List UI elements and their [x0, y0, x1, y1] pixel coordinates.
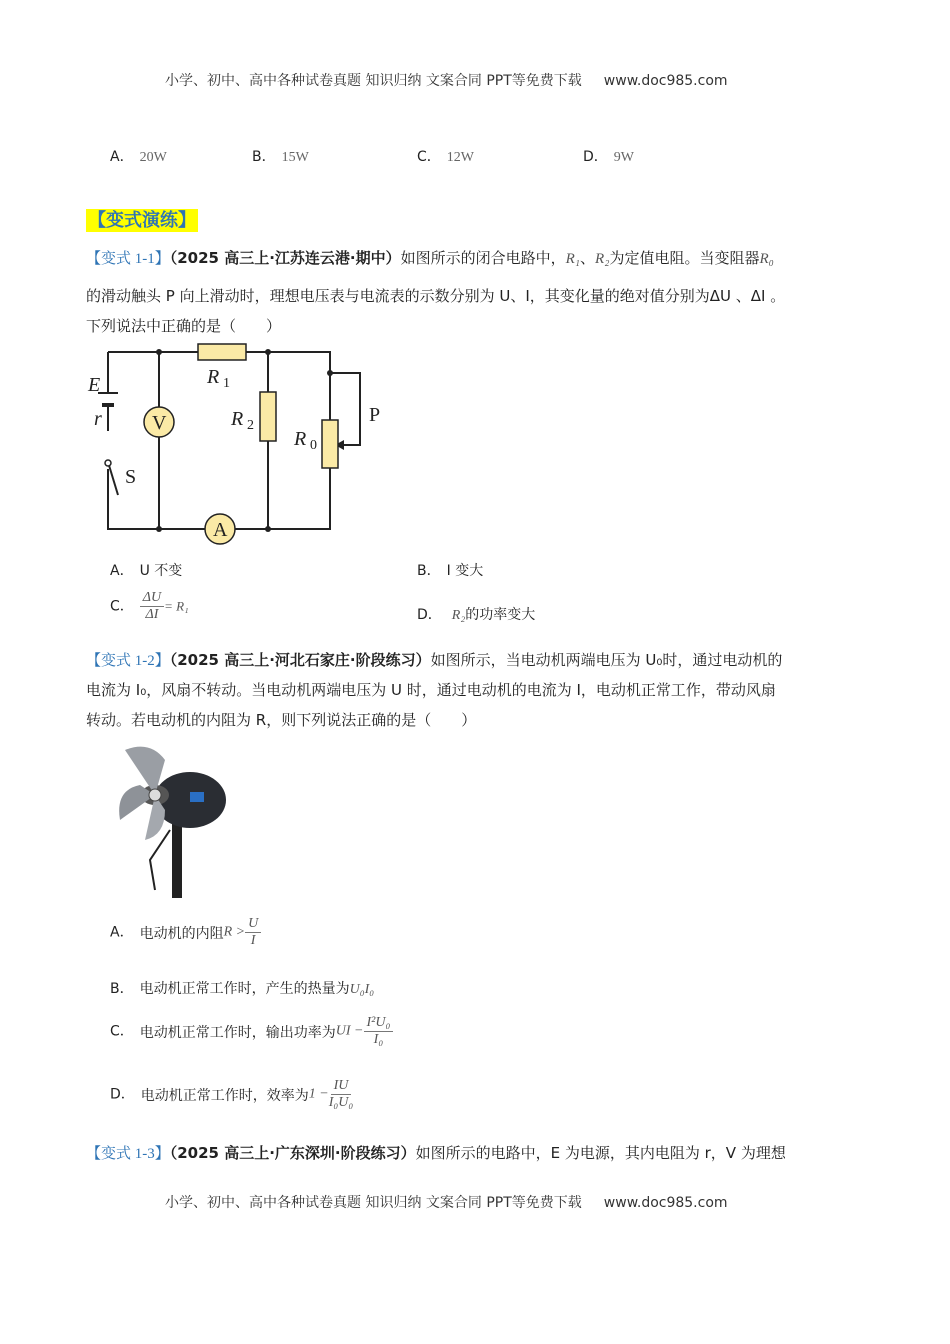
page-header	[165, 70, 728, 90]
q3-line1	[86, 1142, 786, 1163]
option-value: 9W	[613, 150, 634, 165]
option-text: 电动机正常工作时，效率为	[140, 1087, 309, 1104]
question-text: 如图所示，当电动机两端电压为 U₀时，通过电动机的	[430, 651, 783, 669]
question-text: 如图所示的闭合电路中，	[400, 249, 566, 267]
fraction-denominator: ΔI	[145, 607, 159, 622]
label-r1-sub: 1	[223, 376, 230, 391]
page-footer	[165, 1192, 728, 1212]
separator: 、	[580, 249, 596, 267]
section-title: 【变式演练】	[88, 210, 196, 231]
math-r2: R₂	[595, 251, 610, 267]
footer-url[interactable]: www.doc985.com	[603, 1195, 728, 1211]
option-label: B．	[252, 149, 276, 165]
question-source: （2025 高三上·河北石家庄·阶段练习）	[169, 651, 431, 669]
q1-option-c[interactable]	[110, 590, 189, 623]
q2-line1	[86, 649, 782, 670]
option-label: A．	[110, 149, 134, 165]
fraction-denominator: I₀	[373, 1032, 384, 1047]
option-label: D．	[110, 1086, 135, 1103]
math-expr: UI −	[335, 1023, 364, 1039]
q1-line1	[86, 247, 774, 268]
label-e: E	[88, 374, 101, 396]
math-expr: R >	[223, 924, 246, 940]
fraction-numerator: I²U₀	[364, 1015, 394, 1032]
fraction-numerator: ΔU	[140, 590, 164, 607]
fraction-numerator: U	[245, 916, 261, 933]
option-text: 电动机正常工作时，产生的热量为	[139, 981, 350, 997]
option-label: C．	[417, 149, 441, 165]
math-expr: U₀I₀	[349, 982, 375, 997]
option-label: B．	[417, 563, 441, 579]
header-url[interactable]: www.doc985.com	[603, 73, 728, 89]
q2-option-d[interactable]	[110, 1078, 353, 1111]
label-a: A	[213, 519, 228, 541]
header-text: 小学、初中、高中各种试卷真题 知识归纳 文案合同 PPT等免费下载	[165, 73, 582, 89]
math-r1: R₁	[565, 251, 581, 267]
question-tag: 【变式 1-3】	[86, 1146, 170, 1162]
question-tag: 【变式 1-1】	[86, 251, 170, 267]
option-text: 电动机正常工作时，输出功率为	[139, 1024, 336, 1041]
label-p: P	[369, 404, 381, 426]
q2-option-a[interactable]	[110, 916, 261, 949]
question-text: 的滑动触头 P 向上滑动时，理想电压表与电流表的示数分别为 U、I，其变化量的绝对值分别为ΔU 、ΔI 。	[86, 287, 786, 305]
question-tag: 【变式 1-2】	[86, 653, 170, 669]
question-text: 电流为 I₀，风扇不转动。当电动机两端电压为 U 时，通过电动机的电流为 I，电动机正常工作，带动风扇	[86, 681, 776, 699]
option-text: 电动机的内阻	[139, 925, 224, 942]
fan-motor-image	[110, 740, 235, 900]
q1-option-a[interactable]	[110, 560, 182, 580]
option-label: C．	[110, 598, 134, 615]
switch-blade	[108, 462, 118, 495]
question-text: 下列说法中正确的是（ ）	[86, 317, 282, 335]
fraction-numerator: IU	[331, 1078, 352, 1095]
question-text: 为定值电阻。当变阻器	[609, 249, 760, 267]
resistor-r1	[198, 344, 246, 360]
label-s: S	[125, 466, 137, 488]
option-value: 15W	[281, 150, 309, 165]
option-label: A．	[110, 563, 134, 579]
option-label: C．	[110, 1023, 134, 1040]
question-text: 转动。若电动机的内阻为 R，则下列说法正确的是（ ）	[86, 711, 477, 729]
option-label: A．	[110, 924, 134, 941]
math-r0: R₀	[759, 251, 774, 267]
circuit-diagram	[80, 335, 400, 550]
label-r1: R	[207, 366, 220, 388]
rheostat-r0	[322, 420, 338, 468]
question-text: 如图所示的电路中，E 为电源，其内电阻为 r，V 为理想	[415, 1144, 786, 1162]
math-r2: R₂	[451, 608, 466, 623]
question-source: （2025 高三上·广东深圳·阶段练习）	[169, 1144, 416, 1162]
fraction-denominator: I	[250, 933, 256, 948]
option-value: 12W	[446, 150, 474, 165]
q2-option-b[interactable]	[110, 978, 374, 998]
option-label: D．	[583, 149, 608, 165]
question-source: （2025 高三上·江苏连云港·期中）	[169, 249, 401, 267]
q1-option-d[interactable]	[417, 604, 535, 624]
label-r0: R	[294, 428, 307, 450]
math-rhs: = R₁	[164, 598, 189, 614]
q1-option-b[interactable]	[417, 560, 483, 580]
option-label: D．	[417, 607, 442, 623]
option-text: U 不变	[139, 563, 183, 579]
option-text: I 变大	[446, 563, 484, 579]
resistor-r2	[260, 392, 276, 441]
label-r2-sub: 2	[247, 418, 254, 433]
fraction-denominator: I₀U₀	[328, 1095, 354, 1110]
label-r: r	[94, 408, 102, 430]
q2-option-c[interactable]	[110, 1015, 393, 1048]
math-expr: 1 −	[308, 1086, 329, 1102]
option-text: 的功率变大	[465, 607, 536, 623]
label-r0-sub: 0	[310, 438, 317, 453]
footer-text: 小学、初中、高中各种试卷真题 知识归纳 文案合同 PPT等免费下载	[165, 1195, 582, 1211]
option-value: 20W	[139, 150, 167, 165]
label-r2: R	[231, 408, 244, 430]
label-v: V	[152, 412, 167, 434]
switch-contact	[105, 460, 111, 466]
option-label: B．	[110, 981, 134, 997]
